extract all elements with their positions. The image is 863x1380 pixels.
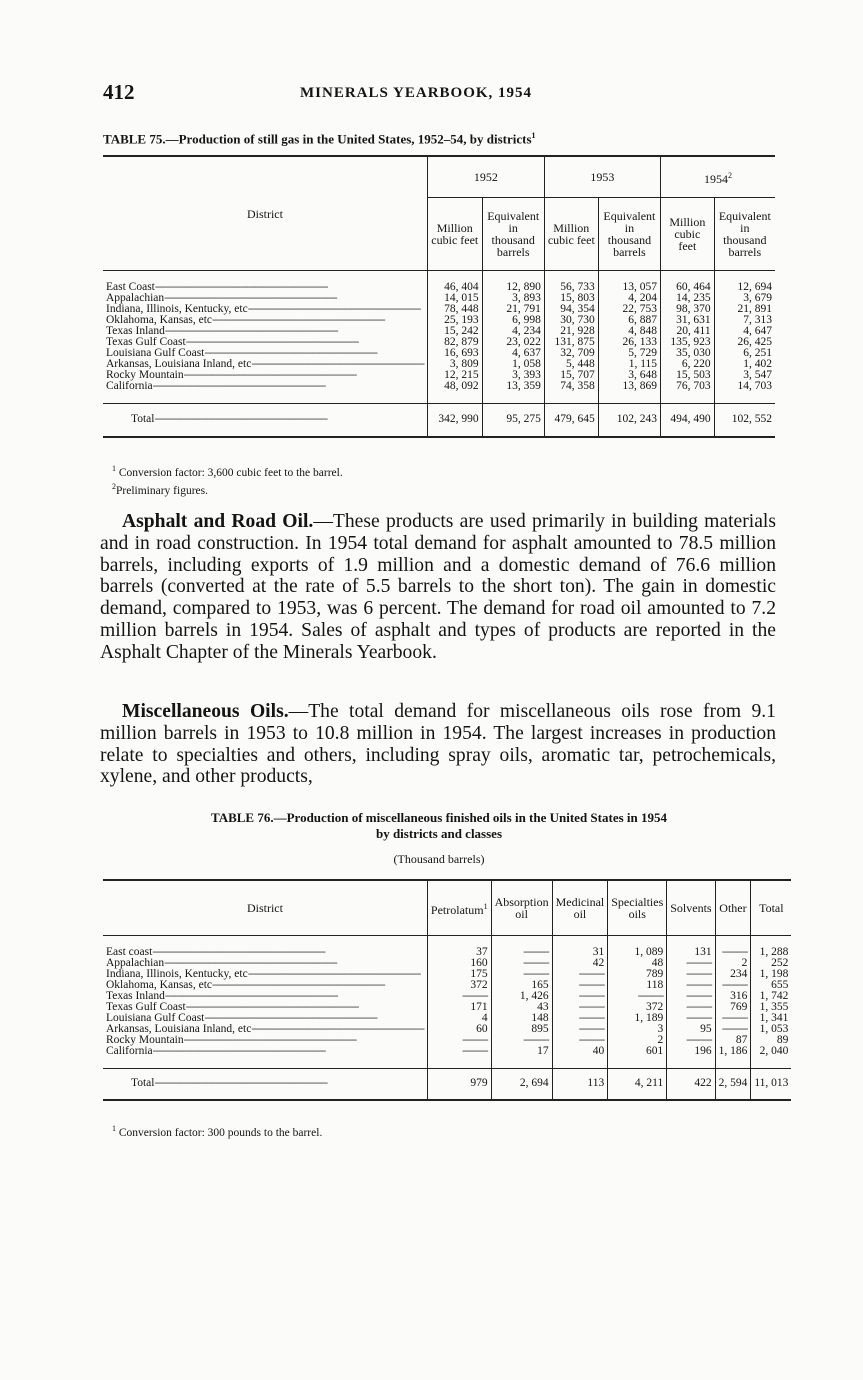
- value-cell: 60, 464: [661, 282, 715, 293]
- value-cell: 1, 341: [751, 1013, 792, 1024]
- value-cell: 46, 404: [427, 282, 482, 293]
- district-label: Louisiana Gulf Coast: [106, 347, 205, 359]
- empty-cell-leader: ---------: [667, 991, 715, 1002]
- value-cell: 171: [427, 1002, 491, 1013]
- value-cell: 372: [427, 980, 491, 991]
- value-cell: 12, 694: [714, 282, 775, 293]
- value-cell: 12, 215: [427, 370, 482, 381]
- district-cell: [103, 326, 427, 337]
- value-cell: 131, 875: [544, 337, 598, 348]
- value-cell: 1, 426: [491, 991, 552, 1002]
- value-cell: 94, 354: [544, 304, 598, 315]
- district-label: California: [106, 380, 153, 392]
- table-76-title-line-1: TABLE 76.—Production of miscellaneous finished oils in the United States in 1954: [210, 810, 667, 825]
- leader-dots: -------------------------------------------------------------: [204, 1012, 377, 1024]
- table-row: [103, 370, 775, 381]
- subheader-million-cubic-feet: Million cubic feet: [661, 198, 715, 271]
- value-cell: 1, 058: [482, 359, 544, 370]
- district-label: Indiana, Illinois, Kentucky, etc: [106, 303, 248, 315]
- district-label: Texas Inland: [106, 325, 165, 337]
- table-76-header-solvents: Solvents: [667, 880, 715, 936]
- table-row: [103, 282, 775, 293]
- value-cell: 89: [751, 1035, 792, 1046]
- value-cell: 17: [491, 1046, 552, 1057]
- year-label: 1953: [590, 170, 615, 184]
- value-cell: 316: [715, 991, 751, 1002]
- value-cell: 196: [667, 1046, 715, 1057]
- empty-cell-leader: ---------: [552, 1002, 608, 1013]
- value-cell: 1, 288: [751, 947, 792, 958]
- value-cell: 4, 848: [598, 326, 660, 337]
- value-cell: 74, 358: [544, 381, 598, 392]
- subheader-million-cubic-feet: Million cubic feet: [427, 198, 482, 271]
- empty-cell-leader: ---------: [491, 969, 552, 980]
- value-cell: 165: [491, 980, 552, 991]
- value-cell: 95: [667, 1024, 715, 1035]
- value-cell: 3: [608, 1024, 667, 1035]
- paragraph-miscellaneous-oils: [100, 701, 776, 788]
- value-cell: 30, 730: [544, 315, 598, 326]
- empty-cell-leader: ---------: [667, 969, 715, 980]
- district-cell: [103, 304, 427, 315]
- value-cell: 12, 890: [482, 282, 544, 293]
- value-cell: 655: [751, 980, 792, 991]
- empty-cell-leader: ---------: [552, 980, 608, 991]
- paragraph-asphalt-road-oil: [100, 511, 776, 664]
- value-cell: 60: [427, 1024, 491, 1035]
- leader-dots: -------------------------------------------------------------: [185, 336, 359, 348]
- value-cell: 4, 647: [714, 326, 775, 337]
- table-76-unit: (Thousand barrels): [393, 852, 485, 866]
- table-row: [103, 1035, 791, 1046]
- value-cell: 15, 503: [661, 370, 715, 381]
- footnote-mark: 1: [112, 464, 116, 473]
- table-75-footnotes: [112, 462, 343, 498]
- running-head: MINERALS YEARBOOK, 1954: [300, 85, 533, 101]
- district-cell: [103, 1024, 427, 1035]
- empty-cell-leader: ---------: [715, 1013, 751, 1024]
- value-cell: 23, 022: [482, 337, 544, 348]
- value-cell: 22, 753: [598, 304, 660, 315]
- value-cell: 15, 707: [544, 370, 598, 381]
- value-cell: 5, 448: [544, 359, 598, 370]
- leader-dots: -------------------------------------------------------------: [247, 968, 421, 980]
- empty-cell-leader: ---------: [491, 958, 552, 969]
- total-value-cell: 479, 645: [544, 403, 598, 437]
- value-cell: 13, 057: [598, 282, 660, 293]
- total-value-cell: 422: [667, 1068, 715, 1100]
- district-label: Arkansas, Louisiana Inland, etc: [106, 358, 252, 370]
- district-label: Total: [131, 413, 155, 426]
- value-cell: 43: [491, 1002, 552, 1013]
- table-76: [103, 879, 791, 1101]
- value-cell: 87: [715, 1035, 751, 1046]
- value-cell: 2, 040: [751, 1046, 792, 1057]
- leader-dots: -------------------------------------------------------------: [152, 1045, 326, 1057]
- table-75-title-text: TABLE 75.—Production of still gas in the United States, 1952–54, by districts: [103, 131, 532, 147]
- value-cell: 5, 729: [598, 348, 660, 359]
- year-label: 1952: [473, 170, 498, 184]
- district-cell: [103, 969, 427, 980]
- district-cell: [103, 980, 427, 991]
- table-75: [103, 155, 775, 438]
- paragraph-text: —These products are used primarily in building materials and in road construction. In 1954 total demand for asphalt amounted to 78.5 million barrels, including exports of 1.9 million and a domestic demand of 76.6 million barrels (converted at the rate of 5.5 barrels to the short ton). The gain in domestic demand, compared to 1953, was 6 percent. The demand for road oil amounted to 7.2 million barrels in 1954. Sales of asphalt and types of products are reported in the Asphalt Chapter of the Minerals Yearbook.: [100, 511, 776, 663]
- district-cell: [103, 293, 427, 304]
- value-cell: 21, 928: [544, 326, 598, 337]
- page-number: 412: [103, 80, 135, 104]
- leader-dots: -------------------------------------------------------------: [164, 957, 337, 969]
- value-cell: 769: [715, 1002, 751, 1013]
- leader-dots: -------------------------------------------------------------: [164, 325, 338, 337]
- district-cell: [103, 947, 427, 958]
- value-cell: 6, 887: [598, 315, 660, 326]
- total-value-cell: 102, 552: [714, 403, 775, 437]
- table-75-title: [103, 128, 783, 147]
- table-75-body: [103, 271, 775, 404]
- district-cell: [103, 337, 427, 348]
- leader-dots: -------------------------------------------------------------: [152, 946, 325, 958]
- value-cell: 4, 234: [482, 326, 544, 337]
- leader-dots: -------------------------------------------------------------: [154, 1077, 328, 1090]
- value-cell: 148: [491, 1013, 552, 1024]
- empty-cell-leader: ---------: [667, 980, 715, 991]
- district-label: Indiana, Illinois, Kentucky, etc: [106, 968, 248, 980]
- leader-dots: -------------------------------------------------------------: [212, 314, 385, 326]
- empty-cell-leader: ---------: [552, 969, 608, 980]
- empty-cell-leader: ---------: [427, 991, 491, 1002]
- value-cell: 601: [608, 1046, 667, 1057]
- value-cell: 372: [608, 1002, 667, 1013]
- paragraph-lead: Asphalt and Road Oil.: [122, 511, 314, 532]
- value-cell: 1, 053: [751, 1024, 792, 1035]
- value-cell: 6, 220: [661, 359, 715, 370]
- value-cell: 31, 631: [661, 315, 715, 326]
- leader-dots: -------------------------------------------------------------: [164, 292, 337, 304]
- total-value-cell: 4, 211: [608, 1068, 667, 1100]
- footnote: [112, 480, 343, 498]
- value-cell: 78, 448: [427, 304, 482, 315]
- value-cell: 3, 679: [714, 293, 775, 304]
- empty-cell-leader: ---------: [491, 947, 552, 958]
- empty-cell-leader: ---------: [715, 947, 751, 958]
- leader-dots: -------------------------------------------------------------: [164, 990, 338, 1002]
- district-cell: [103, 282, 427, 293]
- value-cell: 20, 411: [661, 326, 715, 337]
- empty-cell-leader: ---------: [715, 1024, 751, 1035]
- table-76-body: [103, 936, 791, 1069]
- empty-cell-leader: ---------: [667, 1035, 715, 1046]
- district-label: Appalachian: [106, 292, 165, 304]
- paragraph-text: —The total demand for miscellaneous oils rose from 9.1 million barrels in 1953 to 10.8 million in 1954. The largest increases in production relate to specialties and others, including spray oils, aromatic tar, petrochemicals, xylene, and other products,: [100, 701, 776, 788]
- district-cell: [103, 315, 427, 326]
- district-cell: [103, 1046, 427, 1057]
- footnote-mark: 1: [112, 1124, 116, 1133]
- value-cell: 895: [491, 1024, 552, 1035]
- value-cell: 21, 891: [714, 304, 775, 315]
- district-label: East coast: [106, 946, 153, 958]
- table-76-header-other: Other: [715, 880, 751, 936]
- district-label: Texas Inland: [106, 990, 165, 1002]
- total-value-cell: 11, 013: [751, 1068, 792, 1100]
- value-cell: 15, 803: [544, 293, 598, 304]
- value-cell: 48: [608, 958, 667, 969]
- table-76-footnotes: [112, 1122, 322, 1140]
- value-cell: 35, 030: [661, 348, 715, 359]
- value-cell: 3, 893: [482, 293, 544, 304]
- table-75-total-row: [103, 403, 775, 437]
- table-76-header-specialties-oils: Specialties oils: [608, 880, 667, 936]
- district-label: Oklahoma, Kansas, etc: [106, 314, 213, 326]
- table-76-header-medicinal-oil: Medicinal oil: [552, 880, 608, 936]
- empty-cell-leader: ---------: [667, 1002, 715, 1013]
- value-cell: 1, 186: [715, 1046, 751, 1057]
- table-76-header-district: District: [103, 880, 427, 936]
- table-76-header-absorption-oil: Absorption oil: [491, 880, 552, 936]
- value-cell: 40: [552, 1046, 608, 1057]
- value-cell: 4, 637: [482, 348, 544, 359]
- leader-dots: -------------------------------------------------------------: [212, 979, 385, 991]
- table-75-district-header: District: [103, 156, 427, 271]
- leader-dots: -------------------------------------------------------------: [183, 369, 357, 381]
- district-label: Total: [131, 1077, 155, 1090]
- district-cell: [103, 381, 427, 392]
- total-value-cell: 342, 990: [427, 403, 482, 437]
- table-row: [103, 293, 775, 304]
- year-note: 2: [728, 170, 732, 180]
- footnote: [112, 1122, 322, 1140]
- table-row: [103, 304, 775, 315]
- total-value-cell: 494, 490: [661, 403, 715, 437]
- table-row: [103, 1013, 791, 1024]
- table-row: [103, 337, 775, 348]
- district-label: Arkansas, Louisiana Inland, etc: [106, 1023, 252, 1035]
- total-label-cell: [103, 403, 427, 437]
- total-value-cell: 2, 594: [715, 1068, 751, 1100]
- value-cell: 3, 547: [714, 370, 775, 381]
- district-label: Oklahoma, Kansas, etc: [106, 979, 213, 991]
- value-cell: 16, 693: [427, 348, 482, 359]
- total-value-cell: 979: [427, 1068, 491, 1100]
- empty-cell-leader: ---------: [552, 991, 608, 1002]
- value-cell: 3, 648: [598, 370, 660, 381]
- empty-cell-leader: ---------: [427, 1035, 491, 1046]
- value-cell: 21, 791: [482, 304, 544, 315]
- district-cell: [103, 1013, 427, 1024]
- table-76-header-total: Total: [751, 880, 792, 936]
- subheader-equivalent-barrels: Equivalent in thousand barrels: [482, 198, 544, 271]
- total-value-cell: 102, 243: [598, 403, 660, 437]
- value-cell: 76, 703: [661, 381, 715, 392]
- value-cell: 1, 089: [608, 947, 667, 958]
- leader-dots: -------------------------------------------------------------: [154, 281, 328, 293]
- district-cell: [103, 348, 427, 359]
- empty-cell-leader: ---------: [552, 1024, 608, 1035]
- subheader-equivalent-barrels: Equivalent in thousand barrels: [714, 198, 775, 271]
- value-cell: 1, 742: [751, 991, 792, 1002]
- value-cell: 234: [715, 969, 751, 980]
- value-cell: 1, 355: [751, 1002, 792, 1013]
- value-cell: 13, 359: [482, 381, 544, 392]
- value-cell: 42: [552, 958, 608, 969]
- value-cell: 1, 189: [608, 1013, 667, 1024]
- leader-dots: -------------------------------------------------------------: [185, 1001, 359, 1013]
- value-cell: 2: [608, 1035, 667, 1046]
- district-label: Texas Gulf Coast: [106, 336, 186, 348]
- value-cell: 175: [427, 969, 491, 980]
- table-75-year-1954: [661, 156, 775, 198]
- value-cell: 26, 133: [598, 337, 660, 348]
- value-cell: 3, 393: [482, 370, 544, 381]
- empty-cell-leader: ---------: [491, 1035, 552, 1046]
- value-cell: 98, 370: [661, 304, 715, 315]
- district-label: Rocky Mountain: [106, 369, 184, 381]
- district-cell: [103, 1035, 427, 1046]
- total-value-cell: 2, 694: [491, 1068, 552, 1100]
- leader-dots: -------------------------------------------------------------: [152, 380, 326, 392]
- footnote-text: Conversion factor: 300 pounds to the barrel.: [118, 1126, 323, 1139]
- table-76-header-petrolatum: [427, 880, 491, 936]
- district-cell: [103, 370, 427, 381]
- value-cell: 14, 703: [714, 381, 775, 392]
- total-value-cell: 95, 275: [482, 403, 544, 437]
- table-75-year-1953: [544, 156, 660, 198]
- empty-cell-leader: ---------: [608, 991, 667, 1002]
- table-row: [103, 315, 775, 326]
- value-cell: 131: [667, 947, 715, 958]
- value-cell: 14, 015: [427, 293, 482, 304]
- table-row: [103, 348, 775, 359]
- value-cell: 26, 425: [714, 337, 775, 348]
- empty-cell-leader: ---------: [427, 1046, 491, 1057]
- empty-cell-leader: ---------: [552, 1013, 608, 1024]
- value-cell: 31: [552, 947, 608, 958]
- leader-dots: -------------------------------------------------------------: [247, 303, 421, 315]
- value-cell: 48, 092: [427, 381, 482, 392]
- value-cell: 6, 998: [482, 315, 544, 326]
- empty-cell-leader: ---------: [715, 980, 751, 991]
- district-label: California: [106, 1045, 153, 1057]
- value-cell: 37: [427, 947, 491, 958]
- value-cell: 1, 198: [751, 969, 792, 980]
- value-cell: 13, 869: [598, 381, 660, 392]
- value-cell: 32, 709: [544, 348, 598, 359]
- table-75-year-1952: [427, 156, 544, 198]
- value-cell: 1, 115: [598, 359, 660, 370]
- footnote-text: Preliminary figures.: [116, 484, 208, 497]
- value-cell: 14, 235: [661, 293, 715, 304]
- table-75-title-note: 1: [531, 131, 536, 140]
- value-cell: 2: [715, 958, 751, 969]
- footnote-text: Conversion factor: 3,600 cubic feet to the barrel.: [118, 466, 343, 479]
- leader-dots: -------------------------------------------------------------: [251, 358, 424, 370]
- district-cell: [103, 958, 427, 969]
- empty-cell-leader: ---------: [667, 1013, 715, 1024]
- value-cell: 25, 193: [427, 315, 482, 326]
- column-label: Petrolatum: [430, 902, 484, 917]
- year-label: 1954: [704, 171, 728, 186]
- district-label: Louisiana Gulf Coast: [106, 1012, 205, 1024]
- district-label: Appalachian: [106, 957, 165, 969]
- value-cell: 56, 733: [544, 282, 598, 293]
- subheader-equivalent-barrels: Equivalent in thousand barrels: [598, 198, 660, 271]
- leader-dots: -------------------------------------------------------------: [204, 347, 377, 359]
- leader-dots: -------------------------------------------------------------: [183, 1034, 357, 1046]
- subheader-million-cubic-feet: Million cubic feet: [544, 198, 598, 271]
- total-label-cell: [103, 1068, 427, 1100]
- value-cell: 3, 809: [427, 359, 482, 370]
- value-cell: 252: [751, 958, 792, 969]
- column-note: 1: [483, 901, 488, 911]
- district-label: East Coast: [106, 281, 155, 293]
- empty-cell-leader: ---------: [552, 1035, 608, 1046]
- value-cell: 1, 402: [714, 359, 775, 370]
- value-cell: 789: [608, 969, 667, 980]
- empty-cell-leader: ---------: [667, 958, 715, 969]
- district-cell: [103, 359, 427, 370]
- value-cell: 6, 251: [714, 348, 775, 359]
- value-cell: 160: [427, 958, 491, 969]
- value-cell: 7, 313: [714, 315, 775, 326]
- table-76-title: [103, 810, 775, 842]
- district-label: Rocky Mountain: [106, 1034, 184, 1046]
- table-row: [103, 1046, 791, 1057]
- leader-dots: -------------------------------------------------------------: [154, 413, 328, 426]
- leader-dots: -------------------------------------------------------------: [251, 1023, 424, 1035]
- table-76-title-line-2: by districts and classes: [375, 826, 503, 841]
- district-cell: [103, 1002, 427, 1013]
- footnote: [112, 462, 343, 480]
- total-value-cell: 113: [552, 1068, 608, 1100]
- value-cell: 118: [608, 980, 667, 991]
- district-cell: [103, 991, 427, 1002]
- district-label: Texas Gulf Coast: [106, 1001, 186, 1013]
- footnote-mark: 2: [112, 481, 116, 491]
- value-cell: 82, 879: [427, 337, 482, 348]
- value-cell: 135, 923: [661, 337, 715, 348]
- value-cell: 4: [427, 1013, 491, 1024]
- value-cell: 15, 242: [427, 326, 482, 337]
- table-row: [103, 381, 775, 392]
- table-76-total-row: [103, 1068, 791, 1100]
- paragraph-lead: Miscellaneous Oils.: [122, 701, 289, 722]
- table-row: [103, 359, 775, 370]
- value-cell: 4, 204: [598, 293, 660, 304]
